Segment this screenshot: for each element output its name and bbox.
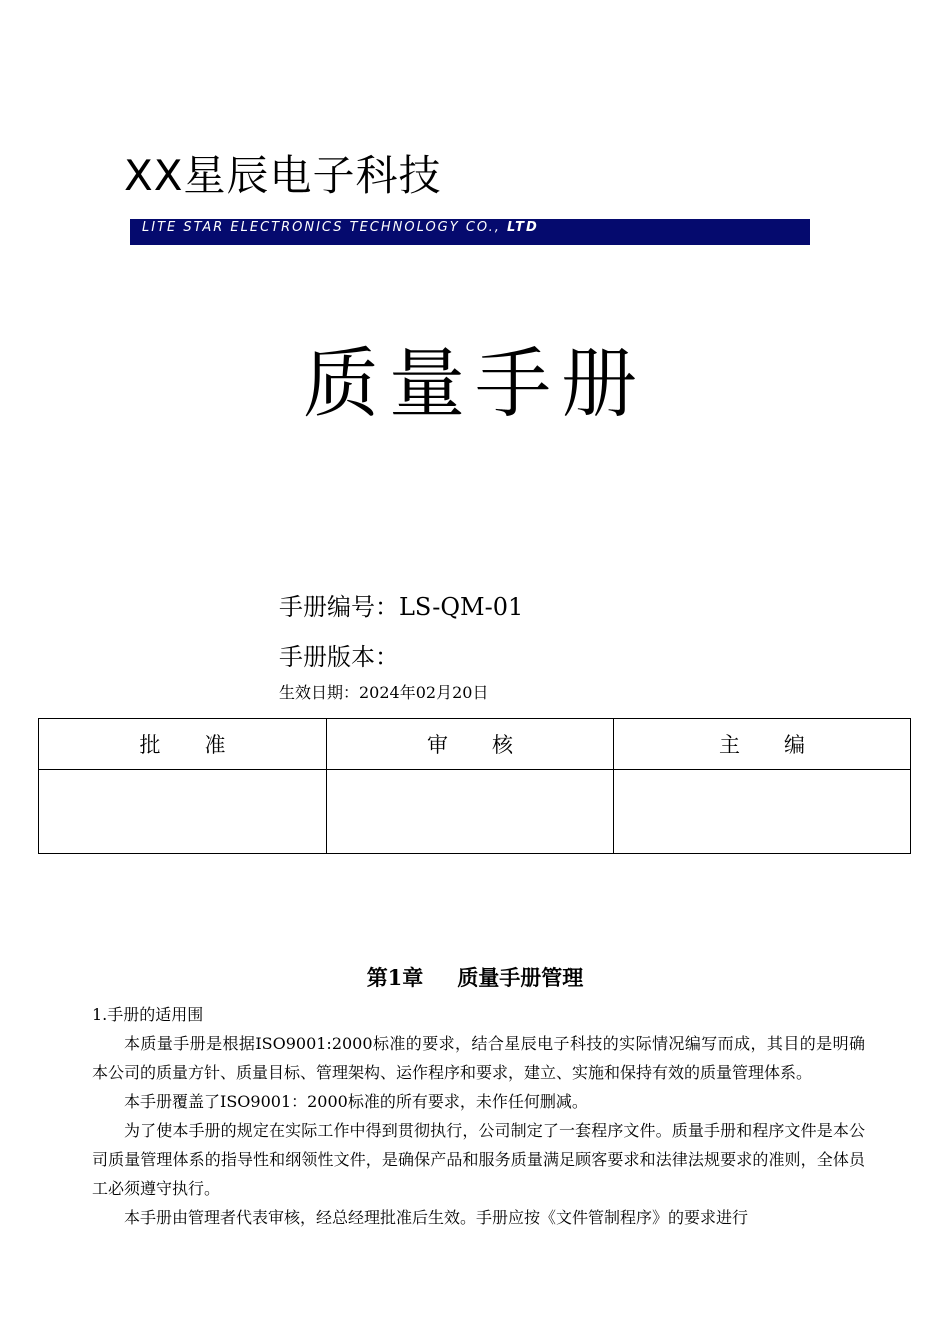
paragraph: 本手册覆盖了ISO9001：2000标准的所有要求，未作任何删减。 [124,1092,588,1111]
english-company-banner [130,219,810,245]
english-company-suffix: LTD [507,220,539,235]
chapter-title: 质量手册管理 [457,965,584,990]
approve-header: 批 准 [39,719,327,770]
english-company-name: LITE STAR ELECTRONICS TECHNOLOGY CO., [142,220,508,235]
chapter-number: 第1章 [366,965,424,990]
approve-signature-cell[interactable] [39,770,327,854]
approval-table [38,718,911,854]
section-heading: 1.手册的适用围 [92,1005,204,1024]
review-header: 审 核 [327,719,614,770]
manual-version: 手册版本： [279,643,399,671]
paragraph: 为了使本手册的规定在实际工作中得到贯彻执行，公司制定了一套程序文件。质量手册和程序文件是本公司质量管理体系的指导性和纲领性文件，是确保产品和服务质量满足顾客要求和法律法规要求的准则，全体员工必须遵守执行。 [92,1121,865,1198]
paragraph: 本手册由管理者代表审核，经总经理批准后生效。手册应按《文件管制程序》的要求进行 [124,1208,749,1227]
editor-header: 主 编 [614,719,911,770]
manual-number: 手册编号：LS-QM-01 [279,593,524,621]
editor-signature-cell[interactable] [614,770,911,854]
chapter-heading [0,962,950,994]
company-name: XX星辰电子科技 [124,151,442,200]
review-signature-cell[interactable] [327,770,614,854]
paragraph: 本质量手册是根据ISO9001:2000标准的要求，结合星辰电子科技的实际情况编写而成，其目的是明确本公司的质量方针、质量目标、管理架构、运作程序和要求，建立、实施和保持有效的质量管理体系。 [92,1034,865,1082]
approval-header-row [39,719,911,770]
document-title: 质量手册 [303,339,647,428]
effective-date: 生效日期：2024年02月20日 [279,683,489,702]
approval-signature-row [39,770,911,854]
body-text [92,1000,865,1232]
